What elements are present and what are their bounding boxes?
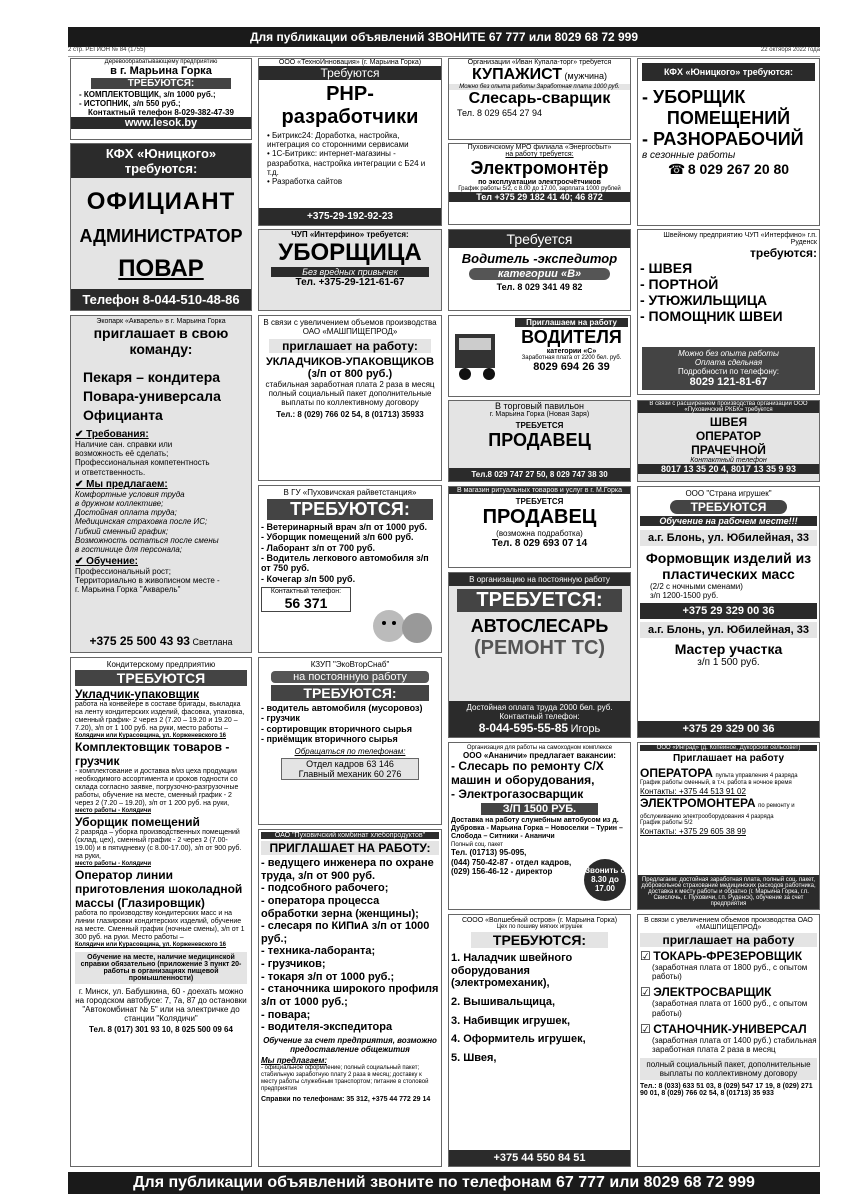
ad-phone: 8017 13 35 20 4, 8017 13 35 9 93 xyxy=(638,464,819,474)
offer-heading: ✔ Мы предлагаем: xyxy=(75,478,168,490)
job-title: Электромонтёр xyxy=(470,158,609,178)
ad-required: ТРЕБУЕТСЯ xyxy=(515,421,564,430)
ad-shveya-operator xyxy=(637,400,820,482)
education-label: Обучение: xyxy=(86,556,139,568)
ad-directions: Доставка на работу служебным автобусом из д. Дубровка - Марьина Горка – Новоселки – Турин – Слобода – Ситники - Ананичи xyxy=(451,817,623,841)
ad-subtitle: в сезонные работы xyxy=(642,150,736,161)
job-line: - грузчик xyxy=(261,713,300,724)
job-title: - УБОРЩИК xyxy=(642,87,746,107)
ad-note: Обучение за счет предприятия, возможно предоставление общежития xyxy=(263,1035,437,1054)
job-category: категории «В» xyxy=(469,268,610,280)
ad-phone: Тел.: 8 (033) 633 51 03, 8 (029) 547 17 19, 8 (029) 271 90 01, 8 (029) 766 02 54, 8 (01713) 35 933 xyxy=(640,1083,813,1098)
checkbox-icon: ☑ xyxy=(640,1021,651,1036)
job-item: • Разработка сайтов xyxy=(267,176,343,186)
job-title: ЭЛЕКТРОМОНТЕРА xyxy=(640,796,756,811)
checkbox-icon: ☑ xyxy=(640,985,651,1000)
ad-phone: Контакты: +375 44 513 91 02 xyxy=(640,786,746,796)
job-title: Укладчик-упаковщик xyxy=(75,687,200,701)
ad-org: ООО «ТехноИнновация» (г. Марьина Горка) xyxy=(278,59,422,66)
job-address: место работы - Колядичи xyxy=(75,808,152,815)
job-pay: З/П 1500 РУБ. xyxy=(481,803,598,815)
ad-phone: Главный механик 60 276 xyxy=(298,769,402,780)
job-title: Оператор линии приготовления шоколадной массы (Глазировщик) xyxy=(75,868,243,911)
ad-desc: стабильная заработная плата 2 раза в месяц полный социальный пакет дополнительные выплаты по коллективному договору xyxy=(265,380,435,407)
job-title: ТОКАРЬ-ФРЕЗЕРОВЩИК xyxy=(653,949,803,963)
ad-required: Требуются xyxy=(259,66,441,80)
job-title: Пекаря – кондитера xyxy=(83,369,221,385)
ad-required: ТРЕБУЮТСЯ: xyxy=(271,685,429,701)
ad-invite: приглашает на работу: xyxy=(269,339,431,353)
job-item-text: Разработка сайтов xyxy=(272,176,343,186)
job-pay: з/п 1200-1500 руб. xyxy=(650,591,719,600)
ad-org: ЧУП «Интерфино» требуется: xyxy=(291,230,409,239)
job-title: ПРОДАВЕЦ xyxy=(482,506,597,528)
ad-phone: Отдел кадров 63 146 xyxy=(306,759,394,770)
job-title: Комплектовщик товаров - грузчик xyxy=(75,740,230,769)
job-line: - Ветеринарный врач з/п от 1000 руб. xyxy=(261,522,428,532)
ad-interfino-sewing xyxy=(637,229,820,395)
ad-mashpish-1 xyxy=(258,315,442,481)
job-title: ПРАЧЕЧНОЙ xyxy=(691,443,766,457)
call-hours-badge: Звонить с 8.30 до 17.00 xyxy=(584,859,626,901)
job-line: - КОМПЛЕКТОВЩИК, з/п 1000 руб.; xyxy=(79,90,216,99)
ad-subtitle: на работу требуется: xyxy=(505,151,574,158)
ad-subtitle: Цех по пошиву мягких игрушек xyxy=(496,924,583,930)
job-line: - сортировщик вторичного сырья xyxy=(261,723,412,734)
job-line: - ведущего инженера по охране труда, з/п от 900 руб. xyxy=(261,857,434,882)
ad-required: ТРЕБУЮТСЯ: xyxy=(471,932,608,948)
contact-name: Светлана xyxy=(192,637,233,647)
job-title: Слесарь-сварщик xyxy=(468,90,611,107)
job-line: - ШВЕЯ xyxy=(640,260,693,276)
ad-phone: 56 371 xyxy=(284,595,328,612)
ad-title: PHP-разработчики xyxy=(281,83,419,128)
job-desc: 2 разряда – уборка производственных помещений (склад, цех), сменный график - 2 через 2 (7.00-19.00) и в пятидневку (с 8.00-17.00), з/п от 900 руб. на руки, xyxy=(75,829,242,861)
offer: - официальное оформление; полный социальный пакет; стабильную заработную плату 2 раза в месяц; доставку к месту работы служебным транспортом; питание в столовой предприятия xyxy=(261,1064,429,1092)
ad-phone: 8 029 267 20 80 xyxy=(687,161,790,177)
job-row xyxy=(640,949,817,963)
ad-invite: Приглашает на работу xyxy=(672,753,785,764)
ad-org: В магазин ритуальных товаров и услуг в г. М.Горка xyxy=(449,487,630,494)
ad-phone: +375 29 329 00 36 xyxy=(638,721,819,737)
job-line: - повара; xyxy=(261,1008,311,1021)
ad-phone: +375 44 550 84 51 xyxy=(449,1150,630,1166)
ad-org: Кондитерскому предприятию xyxy=(106,660,216,669)
job-list xyxy=(259,129,441,188)
ad-phone: Тел. (01713) 95-095, xyxy=(451,848,527,858)
job-line: - техника-лаборанта; xyxy=(261,945,376,958)
job-line: - УТЮЖИЛЬЩИЦА xyxy=(640,292,768,309)
job-pay: (з/п от 800 руб.) xyxy=(307,368,393,380)
contact-label: Контактный телефон: xyxy=(499,712,580,721)
ad-required: ТРЕБУЕТСЯ xyxy=(515,497,564,506)
ad-org: Деревообрабатывающему предприятию xyxy=(104,59,218,65)
ad-volshebny xyxy=(448,914,631,1167)
job-item-text: 1С-Битрикс: интернет-магазины - разработка, настройка интеграции с Б24 и т.д. xyxy=(267,149,426,177)
job-line: - водитель автомобиля (мусоровоз) xyxy=(261,703,423,713)
job-category: категории «С» xyxy=(546,348,597,355)
ad-note: Обучение на месте, наличие медицинской справки обязательно (приложение 3 пункт 20- работы в организациях пищевой промышленности) xyxy=(75,952,247,984)
job-title: АВТОСЛЕСАРЬ xyxy=(470,616,609,636)
ad-phone: Тел. 8 029 654 27 94 xyxy=(457,108,543,118)
ad-note: График работы 5/2, с 8.00 до 17.00, зарплата 1000 рублей xyxy=(458,186,621,192)
ad-subtitle: на постоянную работу xyxy=(271,671,429,683)
phone-row xyxy=(642,161,815,178)
job-title: ОФИЦИАНТ xyxy=(86,188,236,215)
ad-org: В связи с расширением производства организации ООО «Пуховичский РКБК» требуется xyxy=(638,401,819,413)
education-heading: ✔ Обучение: xyxy=(75,556,139,568)
ad-address: а.г. Блонь, ул. Юбилейная, 33 xyxy=(640,622,817,638)
ad-org: Пуховичскому МРО филиала «Энергосбыт» xyxy=(467,144,612,151)
ad-ekovtor xyxy=(258,657,442,825)
job-address: Колядичи или Курасовщина, ул. Корженевского 16 xyxy=(75,942,227,949)
job-title: ПРОДАВЕЦ xyxy=(488,430,591,450)
offer: Комфортные условия труда xyxy=(75,489,185,499)
offer: Достойная оплата труда; xyxy=(75,508,177,518)
job-desc: работа по производству кондитерских масс и на линии глазировки кондитерских изделий, обучение на месте. Сменный график (ночные смены), з/п от 1 300 руб. на руки. Место работы – xyxy=(75,910,245,942)
ad-phone: Телефон 8-044-510-48-86 xyxy=(71,289,251,310)
ad-directions: г. Минск, ул. Бабушкина, 60 - доехать можно на городском автобусе: 7, 7а, 87 до остановки "Автокомбинат № 5" или на электричке до станции "Колядичи" xyxy=(75,987,247,1024)
job-title: СТАНОЧНИК-УНИВЕРСАЛ xyxy=(653,1021,807,1036)
job-line: 3. Набивщик игрушек, xyxy=(451,1014,571,1027)
ad-note: Обращаться по телефонам: xyxy=(294,747,406,757)
job-line: - ПОРТНОЙ xyxy=(640,276,719,293)
ad-invite: Приглашаем на работу xyxy=(515,318,628,327)
job-line: - слесаря по КИПиА з/п от 1000 руб.; xyxy=(261,920,430,945)
bottom-banner: Для публикации объявлений звоните по телефонам 67 777 или 8029 68 72 999 xyxy=(68,1172,820,1194)
job-item: • Битрикс24: Доработка, настройка, интеграция со сторонними сервисами xyxy=(267,131,409,150)
ad-subtitle: (РЕМОНТ ТС) xyxy=(473,637,606,659)
job-grade: пульта управления 4 разряда xyxy=(715,773,798,779)
ad-phone: (044) 750-42-87 - отдел кадров, xyxy=(451,857,572,867)
ad-required: Требуется xyxy=(449,230,630,248)
ad-org: ООО "Страна игрушек" xyxy=(685,489,772,498)
ad-phone: +375 29 329 00 36 xyxy=(640,603,817,619)
ad-konditer xyxy=(70,657,252,1167)
job-title: ВОДИТЕЛЯ xyxy=(521,327,622,347)
job-line: - ПОМОЩНИК ШВЕИ xyxy=(640,308,783,325)
job-line: - приёмщик вторичного сырья xyxy=(261,734,398,745)
job-line: - Уборщик помещений з/п 600 руб. xyxy=(261,532,414,543)
education-item: Профессиональный рост; xyxy=(75,567,171,577)
ad-org: В организацию на постоянную работу xyxy=(449,573,630,586)
job-title: - РАЗНОРАБОЧИЙ xyxy=(642,129,804,149)
ad-hleb xyxy=(258,829,442,1167)
education-item: Территориально в живописном месте - xyxy=(75,576,220,586)
job-title: Формовщик изделий из пластических масс xyxy=(645,550,812,582)
job-title: КУПАЖИСТ xyxy=(471,66,563,83)
job-line: - грузчиков; xyxy=(261,958,326,971)
cat-dog-illustration xyxy=(367,598,437,648)
offer: Возможность остаться после смены xyxy=(75,535,219,545)
ad-firm: ООО «Ананичи» предлагает вакансии: xyxy=(463,751,616,760)
ad-place: г. Марьина Горка (Новая Заря) xyxy=(489,411,590,418)
ad-org: В торговый павильон xyxy=(494,401,584,411)
ad-energo xyxy=(448,143,631,225)
ad-driver-c xyxy=(448,315,631,397)
job-title: Водитель -экспедитор xyxy=(461,251,618,266)
job-line: 2. Вышивальщица, xyxy=(451,995,556,1008)
education-item: г. Марьина Горка "Акварель" xyxy=(75,585,181,595)
job-line: - Кочегар з/п 500 руб. xyxy=(261,573,356,584)
ad-org: ООО «Инград» (д. Копейное, Дукорский сельсовет) xyxy=(640,745,817,751)
truck-icon xyxy=(451,324,511,382)
requirement: возможность её сделать; xyxy=(75,449,169,459)
ad-mashpish-2 xyxy=(637,914,820,1167)
job-pay: Достойная оплата труда 2000 бел. руб. xyxy=(466,703,613,712)
ad-org: В ГУ «Пуховичская райветстанция» xyxy=(283,488,417,497)
ad-note: Можно без опыта работы xyxy=(678,349,779,358)
ad-seller-2 xyxy=(448,486,631,568)
job-desc: работа на конвейере в составе бригады, выкладка на ленту кондитерских изделий, фасовка, упаковка, сменный график- 2 через 2 (7.20 – 19.20 и 19.20 – 7.20), з/п от 1 100 руб. на руки, место работы – xyxy=(75,701,245,733)
job-line: - Водитель легкового автомобиля з/п от 750 руб. xyxy=(261,553,429,574)
ad-interfino-cleaner xyxy=(258,229,442,311)
ad-phone: Тел +375 29 182 41 40; 46 872 xyxy=(449,192,630,202)
ad-phone: Тел. +375-29-121-61-67 xyxy=(295,277,405,288)
ad-ananich xyxy=(448,742,631,910)
contact-label: Контактный телефон: xyxy=(270,588,342,596)
ad-required: ТРЕБУЮТСЯ: xyxy=(91,78,231,89)
ad-phone: 8029 121-81-67 xyxy=(689,376,768,388)
job-title: ШВЕЯ xyxy=(709,415,748,429)
ad-phone: Тел. 8 029 693 07 14 xyxy=(491,538,588,549)
job-pay: Заработная плата от 2200 бел. руб. xyxy=(521,355,622,361)
job-title: ПОМЕЩЕНИЙ xyxy=(666,108,791,128)
job-title: УБОРЩИЦА xyxy=(278,239,422,266)
job-desc: График работы сменный, в т.ч. работа в ночное время xyxy=(640,780,792,786)
job-title: УКЛАДЧИКОВ-УПАКОВЩИКОВ xyxy=(265,356,435,368)
job-title: Официанта xyxy=(83,407,163,423)
ad-subtitle: (возможна подработка) xyxy=(496,529,583,538)
ad-kfh-2 xyxy=(637,58,820,226)
job-line: - водителя-экспедитора xyxy=(261,1021,393,1034)
job-grade: по ремонту и обслуживанию электрооборудования 4 разряда xyxy=(640,803,795,821)
contact-name: Игорь xyxy=(570,723,601,735)
contact-row xyxy=(449,721,630,735)
job-desc: (2/2 с ночными сменами) xyxy=(650,582,743,591)
ad-driver-b xyxy=(448,229,631,311)
offer: в гостинице для персонала; xyxy=(75,544,183,554)
ad-required: ТРЕБУЮТСЯ xyxy=(75,670,247,686)
job-line: - Лаборант з/п от 700 руб. xyxy=(261,542,375,553)
ad-title: КФХ «Юницкого» требуются: xyxy=(642,63,815,81)
ad-ingrad xyxy=(637,742,820,910)
requirement: Наличие сан. справки или xyxy=(75,440,173,449)
ad-required: ТРЕБУЮТСЯ: xyxy=(267,499,433,520)
job-title: ОПЕРАТОРА xyxy=(640,766,713,780)
ad-subtitle: Без вредных привычек xyxy=(271,267,429,277)
offer-label: Мы предлагаем: xyxy=(86,478,168,490)
ad-required: ТРЕБУЮТСЯ xyxy=(670,500,787,514)
ad-note: Подробности по телефону: xyxy=(678,367,779,376)
ad-phone: +375-29-192-92-23 xyxy=(259,208,441,225)
job-line: - токаря з/п от 1000 руб.; xyxy=(261,970,395,983)
ad-note: полный социальный пакет, дополнительные выплаты по коллективному договору xyxy=(640,1058,817,1080)
ad-org: Экопарк «Акварель» в г. Марьина Горка xyxy=(96,318,226,325)
ad-phone: 8-044-595-55-85 xyxy=(478,721,569,735)
ad-tech xyxy=(258,58,442,226)
offer: Гибкий сменный график; xyxy=(75,526,169,536)
requirement: Профессиональная компетентность xyxy=(75,458,210,468)
job-row xyxy=(640,796,817,820)
ad-contact xyxy=(71,634,251,648)
job-title: ОПЕРАТОР xyxy=(695,429,762,443)
ad-title-row xyxy=(449,66,630,84)
offer: Медицинская страховка после ИС; xyxy=(75,517,208,527)
ad-subtitle: (мужчина) xyxy=(564,71,608,81)
job-title: Мастер участка xyxy=(674,641,783,657)
ad-phone: 8029 694 26 39 xyxy=(533,361,610,373)
ad-phone: Тел.: 8 (029) 766 02 54, 8 (01713) 35933 xyxy=(276,410,424,419)
job-title: Повара-универсала xyxy=(83,388,221,404)
issue-date: 22 октября 2022 года xyxy=(760,47,820,53)
ad-required: ТРЕБУЕТСЯ: xyxy=(457,589,622,612)
ad-phone: (029) 156-46-12 - директор xyxy=(451,866,553,876)
job-pay: з/п 1 500 руб. xyxy=(697,657,760,668)
phone-icon: ☎ xyxy=(667,161,686,177)
ad-subtitle: Обучение на рабочем месте!!! xyxy=(640,516,817,526)
job-line: - подсобного рабочего; xyxy=(261,882,389,895)
ad-phone: Справки по телефонам: 35 312, +375 44 772 29 14 xyxy=(261,1095,431,1103)
ad-required: требуются: xyxy=(750,246,817,260)
offer-label: Мы предлагаем: xyxy=(261,1055,328,1065)
ad-title: КФХ «Юницкого» требуются: xyxy=(71,144,251,178)
ad-phone: Контакты: +375 29 605 38 99 xyxy=(640,826,746,836)
ad-invite: ПРИГЛАШАЕТ НА РАБОТУ: xyxy=(261,841,439,855)
ad-title: приглашает в свою команду: xyxy=(93,325,229,357)
contact-label: Контактный телефон xyxy=(690,457,767,464)
job-line: 4. Оформитель игрушек, xyxy=(451,1033,586,1046)
job-pay: (заработная плата от 1600 руб., с опытом работы) xyxy=(652,999,808,1018)
ad-website: www.lesok.by xyxy=(71,117,251,129)
ad-phone: Контактный телефон 8-029-382-47-39 xyxy=(88,108,234,117)
ad-note: Можно без опыта работы Заработная плата 1000 руб. xyxy=(449,84,630,90)
ad-org: Организации «Иван Купала-торг» требуется xyxy=(467,59,612,66)
job-line: - оператора процесса обработки зерна (женщины); xyxy=(261,894,419,920)
job-address: место работы - Колядичи xyxy=(75,861,152,868)
job-row xyxy=(640,766,817,780)
job-line: - ИСТОПНИК, з/п 550 руб.; xyxy=(79,99,181,108)
ad-intro: В связи с увеличением объемов производства ОАО «МАШПИЩЕПРОД» xyxy=(644,917,813,931)
contact-block xyxy=(449,701,630,737)
ad-org: Организация для работы на самоходном комплексе xyxy=(466,745,613,751)
job-item: • 1С-Битрикс: интернет-магазины - разработка, настройка интеграции с Б24 и т.д. xyxy=(267,149,426,177)
ad-phone: Тел. 8 (017) 301 93 10, 8 025 500 09 64 xyxy=(89,1025,233,1035)
job-desc: - комплектование и доставка в/из цеха продукции необходимого ассортимента и сроков годности со склада согласно заявке, погрузочно-разгрузочные работы, обучение на месте, сменный график - 2 через 2 (7.20 – 19.20), з/п от 1 200 руб. на руки, xyxy=(75,768,239,808)
issue-info: 2 стр. РЕГИОН № 84 (1755) xyxy=(68,47,146,53)
job-pay: (заработная плата от 1800 руб., с опытом работы) xyxy=(652,963,808,982)
requirement: и ответственность. xyxy=(75,467,146,477)
ad-org: ОАО "Пуховичский комбинат хлебопродуктов" xyxy=(261,832,439,839)
job-pay: (заработная плата от 1400 руб.) стабильная заработная плата 2 раза в месяц xyxy=(652,1035,817,1054)
job-line: 5. Швея, xyxy=(451,1051,497,1064)
job-title: ЭЛЕКТРОСВАРЩИК xyxy=(653,985,772,1000)
job-row xyxy=(640,985,817,999)
job-item-text: Битрикс24: Доработка, настройка, интеграция со сторонними сервисами xyxy=(267,131,409,150)
job-row xyxy=(640,1022,817,1036)
ad-invite: приглашает на работу xyxy=(640,933,817,947)
job-title: АДМИНИСТРАТОР xyxy=(79,226,243,246)
contact-box xyxy=(281,758,419,780)
ad-autoslesar xyxy=(448,572,631,738)
ad-address: а.г. Блонь, ул. Юбилейная, 33 xyxy=(640,530,817,546)
ad-phone: Тел.8 029 747 27 50, 8 029 747 38 30 xyxy=(449,468,630,481)
page-header xyxy=(68,47,820,57)
ad-lesok xyxy=(70,58,252,140)
ad-phone: +375 25 500 43 93 xyxy=(89,634,190,648)
job-address: Колядичи или Курасовщина, ул. Корженевского 16 xyxy=(75,733,227,740)
offer: в дружном коллективе; xyxy=(75,498,164,508)
job-line: - станочника широкого профиля з/п от 1000 руб.; xyxy=(261,983,439,1009)
ad-strana-igrushek xyxy=(637,486,820,738)
ad-vet xyxy=(258,485,442,653)
ad-intro: В связи с увеличением объемов производства ОАО «МАШПИЩЕПРОД» xyxy=(263,318,437,336)
contact-box xyxy=(261,587,351,612)
ad-city: в г. Марьина Горка xyxy=(110,65,212,77)
ad-org: КЗУП "ЭкоВторСнаб" xyxy=(310,660,390,669)
job-title: ПОВАР xyxy=(118,255,204,282)
requirements-heading: ✔ Требования: xyxy=(75,429,149,440)
job-line: 1. Наладчик швейного оборудования (электромеханик), xyxy=(451,952,573,990)
ad-org: СООО «Волшебный остров» (г. Марьина Горка) xyxy=(461,917,618,924)
ad-akvarel xyxy=(70,315,252,653)
contact-block xyxy=(642,347,815,390)
ad-text xyxy=(515,318,628,373)
job-title: - Слесарь по ремонту С/Х машин и оборудования, xyxy=(451,759,604,787)
job-desc: График работы 5/2 xyxy=(640,820,693,827)
job-desc: по эксплуатации электросчётчиков xyxy=(478,179,601,186)
requirements-label: Требования: xyxy=(86,429,149,440)
ad-phone: Тел. 8 029 341 49 82 xyxy=(496,282,583,292)
ad-kupazhist xyxy=(448,58,631,140)
job-title: - Электрогазосварщик xyxy=(451,786,584,801)
ad-note: Предлагаем: достойная заработная плата, полный соц. пакет, добровольное страхование медицинских расходов работника, доставка к месту работы и обратно (г. Марьина Горка, г.п. Свислочь, г. Пуховичи, г.п. Руденск), обучение за счет предприятия xyxy=(638,875,819,909)
ad-kfh-1 xyxy=(70,143,252,311)
job-title: Уборщик помещений xyxy=(75,815,200,830)
checkbox-icon: ☑ xyxy=(640,949,651,963)
top-banner: Для публикации объявлений ЗВОНИТЕ 67 777 или 8029 68 72 999 xyxy=(68,27,820,47)
ad-seller-1 xyxy=(448,400,631,482)
ad-note: Полный соц. пакет xyxy=(451,841,504,848)
ad-note: Оплата сдельная xyxy=(694,358,763,367)
ad-org: Швейному предприятию ЧУП «Интерфино» г.п. Руденск xyxy=(663,232,817,246)
